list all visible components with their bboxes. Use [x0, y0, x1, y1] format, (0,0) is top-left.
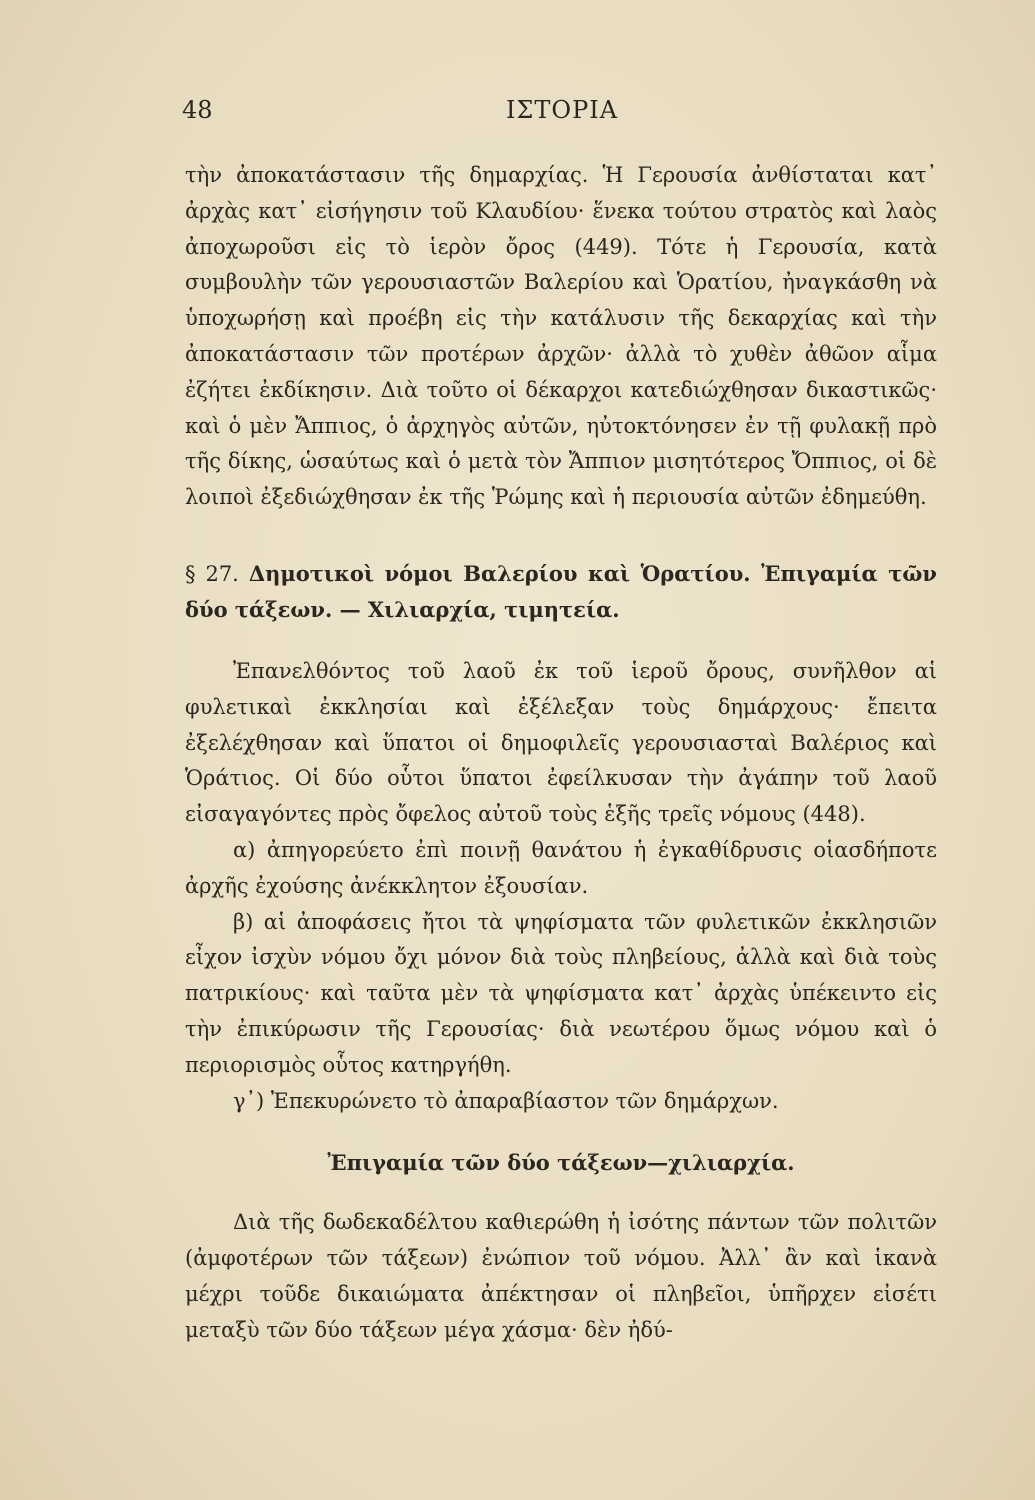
- page-number: 48: [182, 96, 213, 124]
- law-item-b: β) αἱ ἀποφάσεις ἤτοι τὰ ψηφίσματα τῶν φυλετικῶν ἐκκλησιῶν εἶχον ἰσχὺν νόμου ὄχι μόνον διὰ τοὺς πληβείους, ἀλλὰ καὶ διὰ τοὺς πατρικίους· καὶ ταῦτα μὲν τὰ ψηφίσματα κατ᾽ ἀρχὰς ὑπέκειντο εἰς τὴν ἐπικύρωσιν τῆς Γερουσίας· διὰ νεωτέρου ὅμως νόμου καὶ ὁ περιορισμὸς οὗτος κατηργήθη.: [185, 909, 937, 1077]
- section-heading: [185, 556, 937, 628]
- section-title: Δημοτικοὶ νόμοι Βαλερίου καὶ Ὁρατίου. Ἐπιγαμία τῶν δύο τάξεων. — Χιλιαρχία, τιμητεία.: [185, 560, 937, 622]
- page-body: [185, 158, 937, 1349]
- opening-paragraph: τὴν ἀποκατάστασιν τῆς δημαρχίας. Ἡ Γερουσία ἀνθίσταται κατ᾽ ἀρχὰς κατ᾽ εἰσήγησιν τοῦ Κλαυδίου· ἕνεκα τούτου στρατὸς καὶ λαὸς ἀποχωροῦσι εἰς τὸ ἱερὸν ὄρος (449). Τότε ἡ Γερουσία, κατὰ συμβουλὴν τῶν γερουσιαστῶν Βαλερίου καὶ Ὁρατίου, ἠναγκάσθη νὰ ὑποχωρήσῃ καὶ προέβη εἰς τὴν κατάλυσιν τῆς δεκαρχίας καὶ τὴν ἀποκατάστασιν τῶν προτέρων ἀρχῶν· ἀλλὰ τὸ χυθὲν ἀθῶον αἷμα ἐζήτει ἐκδίκησιν. Διὰ τοῦτο οἱ δέκαρχοι κατεδιώχθησαν δικαστικῶς· καὶ ὁ μὲν Ἄππιος, ὁ ἀρχηγὸς αὐτῶν, ηὐτοκτόνησεν ἐν τῇ φυλακῇ πρὸ τῆς δίκης, ὡσαύτως καὶ ὁ μετὰ τὸν Ἄππιον μισητότερος Ὄππιος, οἱ δὲ λοιποὶ ἐξεδιώχθησαν ἐκ τῆς Ῥώμης καὶ ἡ περιουσία αὐτῶν ἐδημεύθη.: [185, 163, 937, 510]
- subheading: Ἐπιγαμία τῶν δύο τάξεων—χιλιαρχία.: [327, 1150, 795, 1176]
- running-title: ΙΣΤΟΡΙΑ: [505, 96, 619, 124]
- law-item-c: γ᾽) Ἐπεκυρώνετο τὸ ἀπαραβίαστον τῶν δημάρχων.: [233, 1088, 779, 1113]
- law-item-a: α) ἀπηγορεύετο ἐπὶ ποινῇ θανάτου ἡ ἐγκαθίδρυσις οἱασδήποτε ἀρχῆς ἐχούσης ἀνέκκλητον ἐξουσίαν.: [185, 837, 937, 898]
- page-header: [182, 96, 942, 130]
- section-number: § 27.: [185, 561, 239, 586]
- section-paragraph: Ἐπανελθόντος τοῦ λαοῦ ἐκ τοῦ ἱεροῦ ὄρους, συνῆλθον αἱ φυλετικαὶ ἐκκλησίαι καὶ ἐξέλεξαν τοὺς δημάρχους· ἔπειτα ἐξελέχθησαν καὶ ὕπατοι οἱ δημοφιλεῖς γερουσιασταὶ Βαλέριος καὶ Ὁράτιος. Οἱ δύο οὗτοι ὕπατοι ἐφείλκυσαν τὴν ἀγάπην τοῦ λαοῦ εἰσαγαγόντες πρὸς ὄφελος αὐτοῦ τοὺς ἑξῆς τρεῖς νόμους (448).: [185, 658, 937, 827]
- closing-paragraph: Διὰ τῆς δωδεκαδέλτου καθιερώθη ἡ ἰσότης πάντων τῶν πολιτῶν (ἀμφοτέρων τῶν τάξεων) ἐνώπιον τοῦ νόμου. Ἀλλ᾽ ἂν καὶ ἱκανὰ μέχρι τοῦδε δικαιώματα ἀπέκτησαν οἱ πληβεῖοι, ὑπῆρχεν εἰσέτι μεταξὺ τῶν δύο τάξεων μέγα χάσμα· δὲν ἠδύ-: [185, 1210, 937, 1342]
